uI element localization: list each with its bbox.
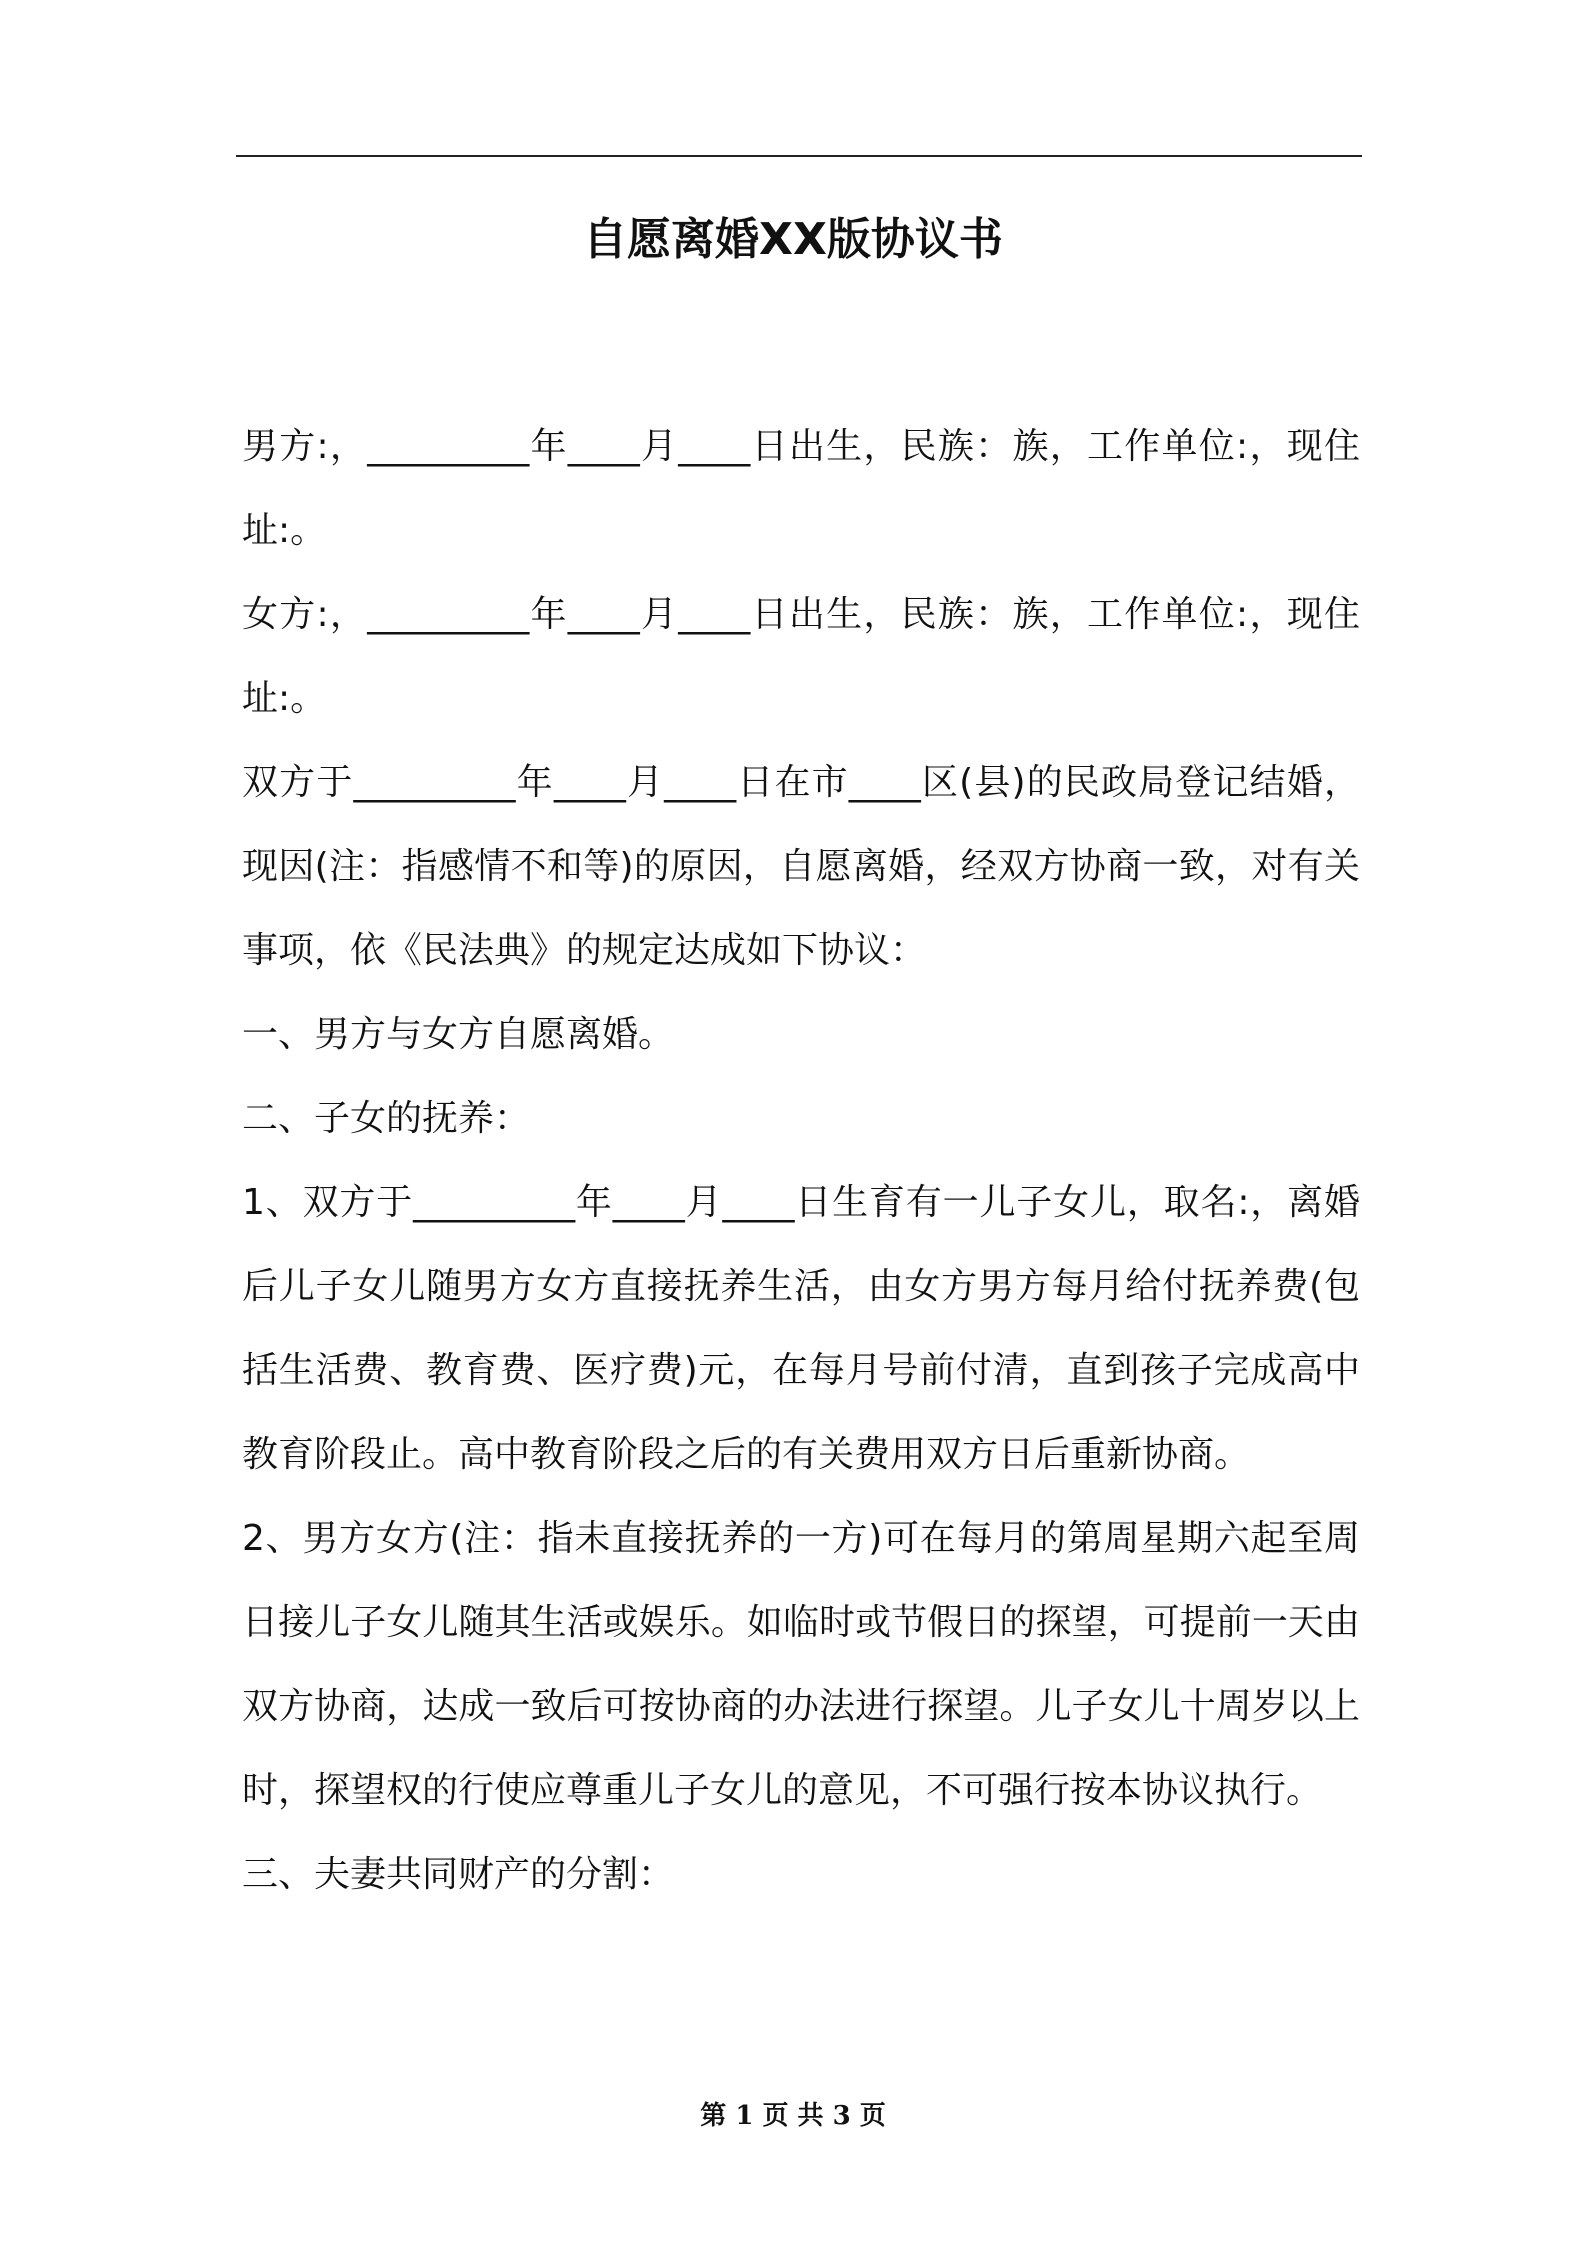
document-title: 自愿离婚XX版协议书 — [583, 214, 1003, 265]
paragraph-male-party: 男方:，_________年____月____日出生，民族：族，工作单位:，现住址:。 — [242, 426, 1360, 551]
paragraph-marriage-registration: 双方于_________年____月____日在市____区(县)的民政局登记结婚，现因(注：指感情不和等)的原因，自愿离婚，经双方协商一致，对有关事项，依《民法典》的规定达成如下协议： — [242, 762, 1360, 971]
document-body — [242, 405, 1360, 1917]
clause-2-item-2: 2、男方女方(注：指未直接抚养的一方)可在每月的第周星期六起至周日接儿子女儿随其生活或娱乐。如临时或节假日的探望，可提前一天由双方协商，达成一致后可按协商的办法进行探望。儿子女儿十周岁以上时，探望权的行使应尊重儿子女儿的意见，不可强行按本协议执行。 — [242, 1518, 1360, 1811]
clause-2-heading: 二、子女的抚养： — [242, 1098, 531, 1139]
clause-1-divorce: 一、男方与女方自愿离婚。 — [242, 1014, 675, 1055]
clause-3-heading: 三、夫妻共同财产的分割： — [242, 1854, 675, 1895]
page-number: 第 1 页 共 3 页 — [700, 2101, 886, 2131]
paragraph-female-party: 女方:，_________年____月____日出生，民族：族，工作单位:，现住址:。 — [242, 594, 1360, 719]
header-rule — [236, 155, 1362, 157]
clause-2-item-1: 1、双方于_________年____月____日生育有一儿子女儿，取名:，离婚后儿子女儿随男方女方直接抚养生活，由女方男方每月给付抚养费(包括生活费、教育费、医疗费)元，在每月号前付清，直到孩子完成高中教育阶段止。高中教育阶段之后的有关费用双方日后重新协商。 — [242, 1182, 1360, 1475]
